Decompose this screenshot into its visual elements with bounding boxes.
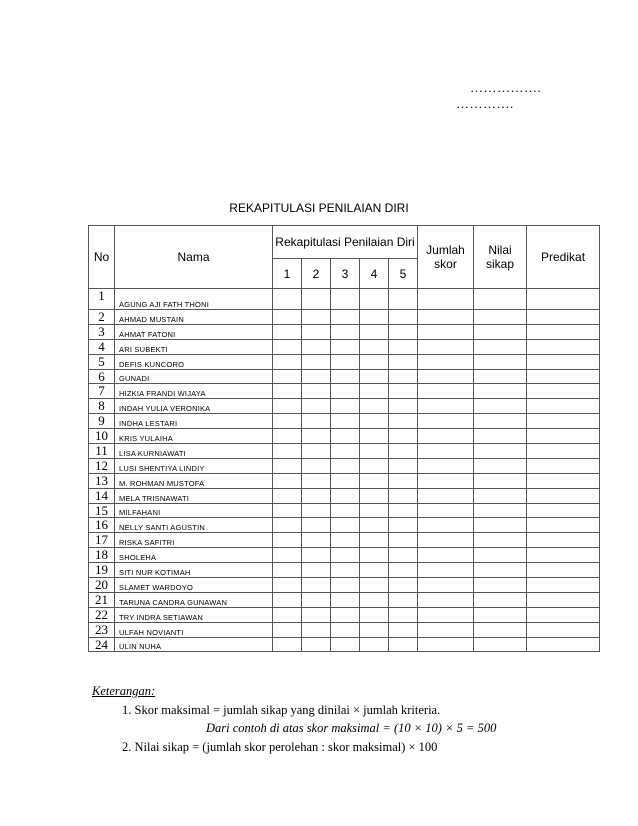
table-row [89, 592, 600, 607]
empty-cell [331, 548, 360, 563]
notes-label: Keterangan: [92, 684, 156, 698]
empty-cell [302, 289, 331, 310]
empty-cell [331, 444, 360, 459]
empty-cell [389, 592, 418, 607]
empty-cell [527, 369, 600, 384]
empty-cell [360, 458, 389, 473]
empty-cell [527, 339, 600, 354]
empty-cell [273, 354, 302, 369]
empty-cell [360, 622, 389, 637]
empty-cell [302, 339, 331, 354]
row-name: HIZKIA FRANDI WIJAYA [115, 384, 273, 399]
table-row [89, 563, 600, 578]
row-number: 17 [89, 533, 115, 548]
empty-cell [273, 369, 302, 384]
table-row [89, 578, 600, 593]
row-name: SITI NUR KOTIMAH [115, 563, 273, 578]
empty-cell [527, 399, 600, 414]
table-row [89, 548, 600, 563]
empty-cell [527, 444, 600, 459]
row-number: 9 [89, 414, 115, 429]
row-name: TRY INDRA SETIAWAN [115, 607, 273, 622]
empty-cell [360, 533, 389, 548]
row-number: 20 [89, 578, 115, 593]
empty-cell [474, 458, 527, 473]
table-row [89, 384, 600, 399]
empty-cell [331, 607, 360, 622]
empty-cell [360, 399, 389, 414]
empty-cell [331, 637, 360, 652]
empty-cell [273, 503, 302, 518]
row-name: INDHA LESTARI [115, 414, 273, 429]
row-name: SLAMET WARDOYO [115, 578, 273, 593]
empty-cell [331, 533, 360, 548]
empty-cell [474, 622, 527, 637]
notes-line-3: 2. Nilai sikap = (jumlah skor perolehan : skor maksimal) × 100 [122, 740, 438, 754]
empty-cell [331, 503, 360, 518]
row-number: 24 [89, 637, 115, 652]
row-name: INDAH YULIA VERONIKA [115, 399, 273, 414]
empty-cell [331, 289, 360, 310]
notes-line-2: Dari contoh di atas skor maksimal = (10 × 10) × 5 = 500 [206, 721, 497, 735]
table-row [89, 354, 600, 369]
empty-cell [389, 518, 418, 533]
empty-cell [331, 414, 360, 429]
table-row [89, 473, 600, 488]
row-name: DEFIS KUNCORO [115, 354, 273, 369]
empty-cell [389, 429, 418, 444]
empty-cell [331, 488, 360, 503]
empty-cell [389, 354, 418, 369]
empty-cell [331, 354, 360, 369]
empty-cell [389, 488, 418, 503]
empty-cell [527, 622, 600, 637]
empty-cell [418, 473, 474, 488]
row-number: 2 [89, 310, 115, 325]
empty-cell [389, 369, 418, 384]
empty-cell [389, 503, 418, 518]
row-name: AGUNG AJI FATH THONI [115, 289, 273, 310]
empty-cell [389, 444, 418, 459]
empty-cell [418, 310, 474, 325]
empty-cell [302, 369, 331, 384]
empty-cell [331, 369, 360, 384]
empty-cell [418, 339, 474, 354]
empty-cell [474, 578, 527, 593]
header-predikat: Predikat [527, 226, 600, 289]
empty-cell [474, 637, 527, 652]
empty-cell [273, 473, 302, 488]
row-name: M. ROHMAN MUSTOFA [115, 473, 273, 488]
row-number: 15 [89, 503, 115, 518]
row-name: AHMAT FATONI [115, 324, 273, 339]
empty-cell [389, 607, 418, 622]
row-number: 3 [89, 324, 115, 339]
empty-cell [389, 414, 418, 429]
empty-cell [527, 310, 600, 325]
empty-cell [360, 384, 389, 399]
row-number: 12 [89, 458, 115, 473]
empty-cell [418, 444, 474, 459]
row-name: TARUNA CANDRA GUNAWAN [115, 592, 273, 607]
empty-cell [527, 637, 600, 652]
empty-cell [273, 533, 302, 548]
empty-cell [474, 384, 527, 399]
recap-table [88, 225, 600, 652]
empty-cell [273, 592, 302, 607]
header-score-1: 1 [273, 259, 302, 289]
empty-cell [474, 339, 527, 354]
empty-cell [527, 324, 600, 339]
empty-cell [273, 324, 302, 339]
table-row [89, 310, 600, 325]
empty-cell [418, 384, 474, 399]
empty-cell [418, 503, 474, 518]
empty-cell [389, 622, 418, 637]
empty-cell [302, 414, 331, 429]
empty-cell [527, 354, 600, 369]
empty-cell [527, 458, 600, 473]
empty-cell [331, 339, 360, 354]
empty-cell [302, 533, 331, 548]
row-name: RISKA SAFITRI [115, 533, 273, 548]
empty-cell [273, 384, 302, 399]
row-name: LISA KURNIAWATI [115, 444, 273, 459]
empty-cell [418, 518, 474, 533]
empty-cell [527, 414, 600, 429]
empty-cell [527, 533, 600, 548]
row-number: 22 [89, 607, 115, 622]
empty-cell [360, 414, 389, 429]
empty-cell [273, 310, 302, 325]
empty-cell [273, 488, 302, 503]
table-row [89, 458, 600, 473]
signature-placeholder: …………. [456, 96, 514, 111]
empty-cell [273, 458, 302, 473]
empty-cell [302, 324, 331, 339]
empty-cell [331, 399, 360, 414]
empty-cell [273, 622, 302, 637]
empty-cell [302, 563, 331, 578]
empty-cell [360, 429, 389, 444]
header-nilai-sikap: Nilai sikap [474, 226, 527, 289]
empty-cell [527, 384, 600, 399]
row-number: 21 [89, 592, 115, 607]
empty-cell [302, 384, 331, 399]
empty-cell [527, 548, 600, 563]
header-jumlah-skor: Jumlah skor [418, 226, 474, 289]
row-number: 16 [89, 518, 115, 533]
empty-cell [527, 518, 600, 533]
empty-cell [474, 473, 527, 488]
empty-cell [418, 578, 474, 593]
empty-cell [360, 369, 389, 384]
row-number: 6 [89, 369, 115, 384]
empty-cell [474, 503, 527, 518]
empty-cell [302, 444, 331, 459]
row-name: ARI SUBEKTI [115, 339, 273, 354]
header-rekap: Rekapitulasi Penilaian Diri [273, 226, 418, 259]
empty-cell [273, 289, 302, 310]
table-row [89, 622, 600, 637]
empty-cell [273, 399, 302, 414]
row-number: 5 [89, 354, 115, 369]
empty-cell [474, 533, 527, 548]
empty-cell [474, 369, 527, 384]
row-number: 23 [89, 622, 115, 637]
empty-cell [527, 289, 600, 310]
row-number: 7 [89, 384, 115, 399]
empty-cell [418, 399, 474, 414]
empty-cell [474, 607, 527, 622]
empty-cell [418, 592, 474, 607]
empty-cell [360, 548, 389, 563]
empty-cell [474, 289, 527, 310]
empty-cell [389, 563, 418, 578]
row-name: GUNADI [115, 369, 273, 384]
empty-cell [474, 324, 527, 339]
empty-cell [474, 518, 527, 533]
empty-cell [360, 518, 389, 533]
empty-cell [527, 563, 600, 578]
empty-cell [360, 563, 389, 578]
row-name: KRIS YULAIHA [115, 429, 273, 444]
row-name: ULIN NUHA [115, 637, 273, 652]
empty-cell [302, 503, 331, 518]
empty-cell [527, 592, 600, 607]
empty-cell [474, 563, 527, 578]
empty-cell [360, 473, 389, 488]
row-number: 4 [89, 339, 115, 354]
empty-cell [331, 384, 360, 399]
row-number: 11 [89, 444, 115, 459]
empty-cell [331, 592, 360, 607]
empty-cell [331, 578, 360, 593]
empty-cell [360, 488, 389, 503]
empty-cell [474, 548, 527, 563]
empty-cell [527, 578, 600, 593]
empty-cell [331, 473, 360, 488]
empty-cell [389, 384, 418, 399]
row-name: ULFAH NOVIANTI [115, 622, 273, 637]
empty-cell [389, 310, 418, 325]
empty-cell [302, 429, 331, 444]
empty-cell [418, 637, 474, 652]
empty-cell [273, 563, 302, 578]
empty-cell [389, 637, 418, 652]
empty-cell [389, 458, 418, 473]
row-number: 10 [89, 429, 115, 444]
empty-cell [418, 548, 474, 563]
header-no: No [89, 226, 115, 289]
empty-cell [331, 622, 360, 637]
empty-cell [331, 458, 360, 473]
empty-cell [273, 429, 302, 444]
row-name: SHOLEHA [115, 548, 273, 563]
empty-cell [302, 622, 331, 637]
empty-cell [474, 488, 527, 503]
header-score-5: 5 [389, 259, 418, 289]
empty-cell [418, 533, 474, 548]
empty-cell [527, 503, 600, 518]
empty-cell [418, 414, 474, 429]
row-name: MILFAHANI [115, 503, 273, 518]
table-row [89, 444, 600, 459]
empty-cell [418, 488, 474, 503]
empty-cell [527, 473, 600, 488]
empty-cell [474, 310, 527, 325]
table-row [89, 488, 600, 503]
empty-cell [331, 429, 360, 444]
empty-cell [389, 533, 418, 548]
empty-cell [389, 473, 418, 488]
empty-cell [389, 339, 418, 354]
empty-cell [418, 607, 474, 622]
header-score-4: 4 [360, 259, 389, 289]
empty-cell [273, 444, 302, 459]
empty-cell [302, 488, 331, 503]
empty-cell [418, 622, 474, 637]
empty-cell [527, 607, 600, 622]
empty-cell [302, 310, 331, 325]
notes-line-1: 1. Skor maksimal = jumlah sikap yang dinilai × jumlah kriteria. [122, 703, 441, 717]
empty-cell [389, 399, 418, 414]
empty-cell [302, 354, 331, 369]
empty-cell [360, 607, 389, 622]
empty-cell [474, 444, 527, 459]
empty-cell [360, 637, 389, 652]
empty-cell [360, 444, 389, 459]
empty-cell [331, 324, 360, 339]
empty-cell [527, 429, 600, 444]
empty-cell [360, 324, 389, 339]
row-number: 14 [89, 488, 115, 503]
row-name: LUSI SHENTIYA LINDIY [115, 458, 273, 473]
table-row [89, 369, 600, 384]
empty-cell [389, 548, 418, 563]
empty-cell [418, 369, 474, 384]
empty-cell [302, 578, 331, 593]
empty-cell [302, 637, 331, 652]
row-number: 18 [89, 548, 115, 563]
row-name: NELLY SANTI AGUSTIN [115, 518, 273, 533]
empty-cell [474, 429, 527, 444]
row-number: 19 [89, 563, 115, 578]
empty-cell [302, 592, 331, 607]
empty-cell [273, 548, 302, 563]
empty-cell [389, 289, 418, 310]
empty-cell [527, 488, 600, 503]
table-row [89, 414, 600, 429]
empty-cell [273, 414, 302, 429]
table-row [89, 637, 600, 652]
empty-cell [331, 518, 360, 533]
empty-cell [331, 310, 360, 325]
empty-cell [302, 458, 331, 473]
empty-cell [360, 578, 389, 593]
empty-cell [302, 607, 331, 622]
table-row [89, 339, 600, 354]
empty-cell [273, 339, 302, 354]
table-row [89, 607, 600, 622]
empty-cell [273, 518, 302, 533]
empty-cell [474, 592, 527, 607]
row-number: 1 [89, 289, 115, 310]
empty-cell [331, 563, 360, 578]
empty-cell [474, 354, 527, 369]
header-nama: Nama [115, 226, 273, 289]
table-row [89, 289, 600, 310]
table-row [89, 533, 600, 548]
table-row [89, 324, 600, 339]
empty-cell [360, 310, 389, 325]
empty-cell [474, 414, 527, 429]
empty-cell [418, 458, 474, 473]
row-number: 8 [89, 399, 115, 414]
empty-cell [360, 289, 389, 310]
empty-cell [273, 637, 302, 652]
row-number: 13 [89, 473, 115, 488]
header-score-3: 3 [331, 259, 360, 289]
table-row [89, 429, 600, 444]
row-name: MELA TRISNAWATI [115, 488, 273, 503]
header-score-2: 2 [302, 259, 331, 289]
empty-cell [418, 289, 474, 310]
empty-cell [273, 607, 302, 622]
empty-cell [360, 354, 389, 369]
empty-cell [302, 399, 331, 414]
empty-cell [418, 354, 474, 369]
empty-cell [302, 518, 331, 533]
empty-cell [474, 399, 527, 414]
empty-cell [273, 578, 302, 593]
page-title: REKAPITULASI PENILAIAN DIRI [229, 201, 409, 215]
empty-cell [360, 503, 389, 518]
empty-cell [302, 473, 331, 488]
empty-cell [418, 324, 474, 339]
empty-cell [389, 578, 418, 593]
empty-cell [418, 429, 474, 444]
row-name: AHMAD MUSTAIN [115, 310, 273, 325]
empty-cell [360, 339, 389, 354]
date-placeholder: ……………. [470, 80, 542, 95]
empty-cell [418, 563, 474, 578]
empty-cell [302, 548, 331, 563]
table-row [89, 518, 600, 533]
table-row [89, 399, 600, 414]
notes [92, 684, 496, 755]
empty-cell [360, 592, 389, 607]
empty-cell [389, 324, 418, 339]
table-row [89, 503, 600, 518]
